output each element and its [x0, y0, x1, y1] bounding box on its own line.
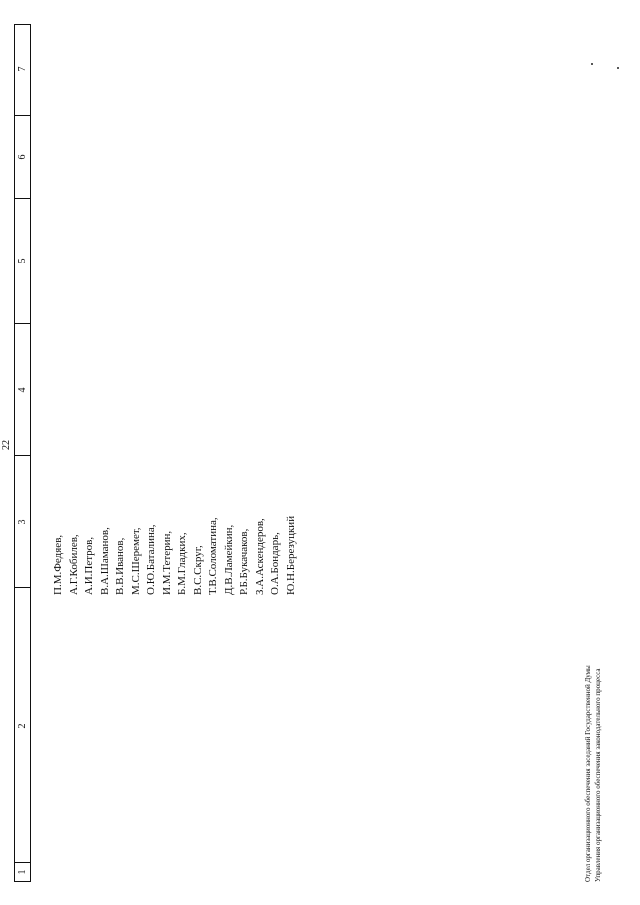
column-divider	[15, 587, 30, 588]
column-divider	[15, 455, 30, 456]
deputy-names-list	[51, 516, 299, 595]
list-item: О.А.Бондарь,	[269, 532, 281, 595]
list-item: Р.Б.Букачаков,	[238, 528, 250, 595]
header-col-6: 6	[17, 154, 28, 160]
header-col-7: 7	[17, 66, 28, 72]
list-item: И.М.Тетерин,	[160, 530, 173, 595]
column-divider	[15, 198, 30, 199]
scan-speck	[617, 67, 619, 69]
scan-speck	[591, 63, 593, 65]
header-col-3: 3	[17, 519, 28, 525]
list-item: А.Г.Кобилев,	[67, 534, 80, 595]
footer-line-1: Отдел организационного обеспечения заседаний Государственной Думы	[584, 665, 592, 882]
list-item: В.С.Скруг,	[191, 545, 204, 595]
header-col-2: 2	[17, 723, 28, 729]
page-number: 22	[1, 440, 12, 450]
list-item: В.В.Иванов,	[114, 537, 126, 595]
list-item: П.М.Федяев,	[52, 534, 64, 595]
list-item: Ю.Н.Березуцкий	[284, 515, 297, 595]
list-item: Т.В.Соломатина,	[207, 517, 219, 595]
list-item: О.Ю.Баталина,	[145, 524, 157, 595]
footer-line-2: Управления организационного обеспечения законодательного процесса	[593, 668, 602, 882]
column-divider	[15, 115, 30, 116]
table-header-row	[14, 24, 31, 882]
list-item: В.А.Шаманов,	[98, 527, 111, 595]
column-divider	[15, 323, 30, 324]
header-col-5: 5	[17, 258, 28, 264]
column-divider	[15, 862, 30, 863]
list-item: Б.М.Гладких,	[176, 532, 188, 595]
list-item: Д.В.Ламейкин,	[222, 524, 235, 595]
header-col-4: 4	[17, 387, 28, 393]
list-item: З.А.Аскендеров,	[253, 518, 266, 595]
list-item: М.С.Шеремет,	[129, 527, 142, 595]
footer-department	[584, 665, 603, 882]
header-col-1: 1	[17, 869, 28, 875]
list-item: А.И.Петров,	[83, 536, 95, 595]
